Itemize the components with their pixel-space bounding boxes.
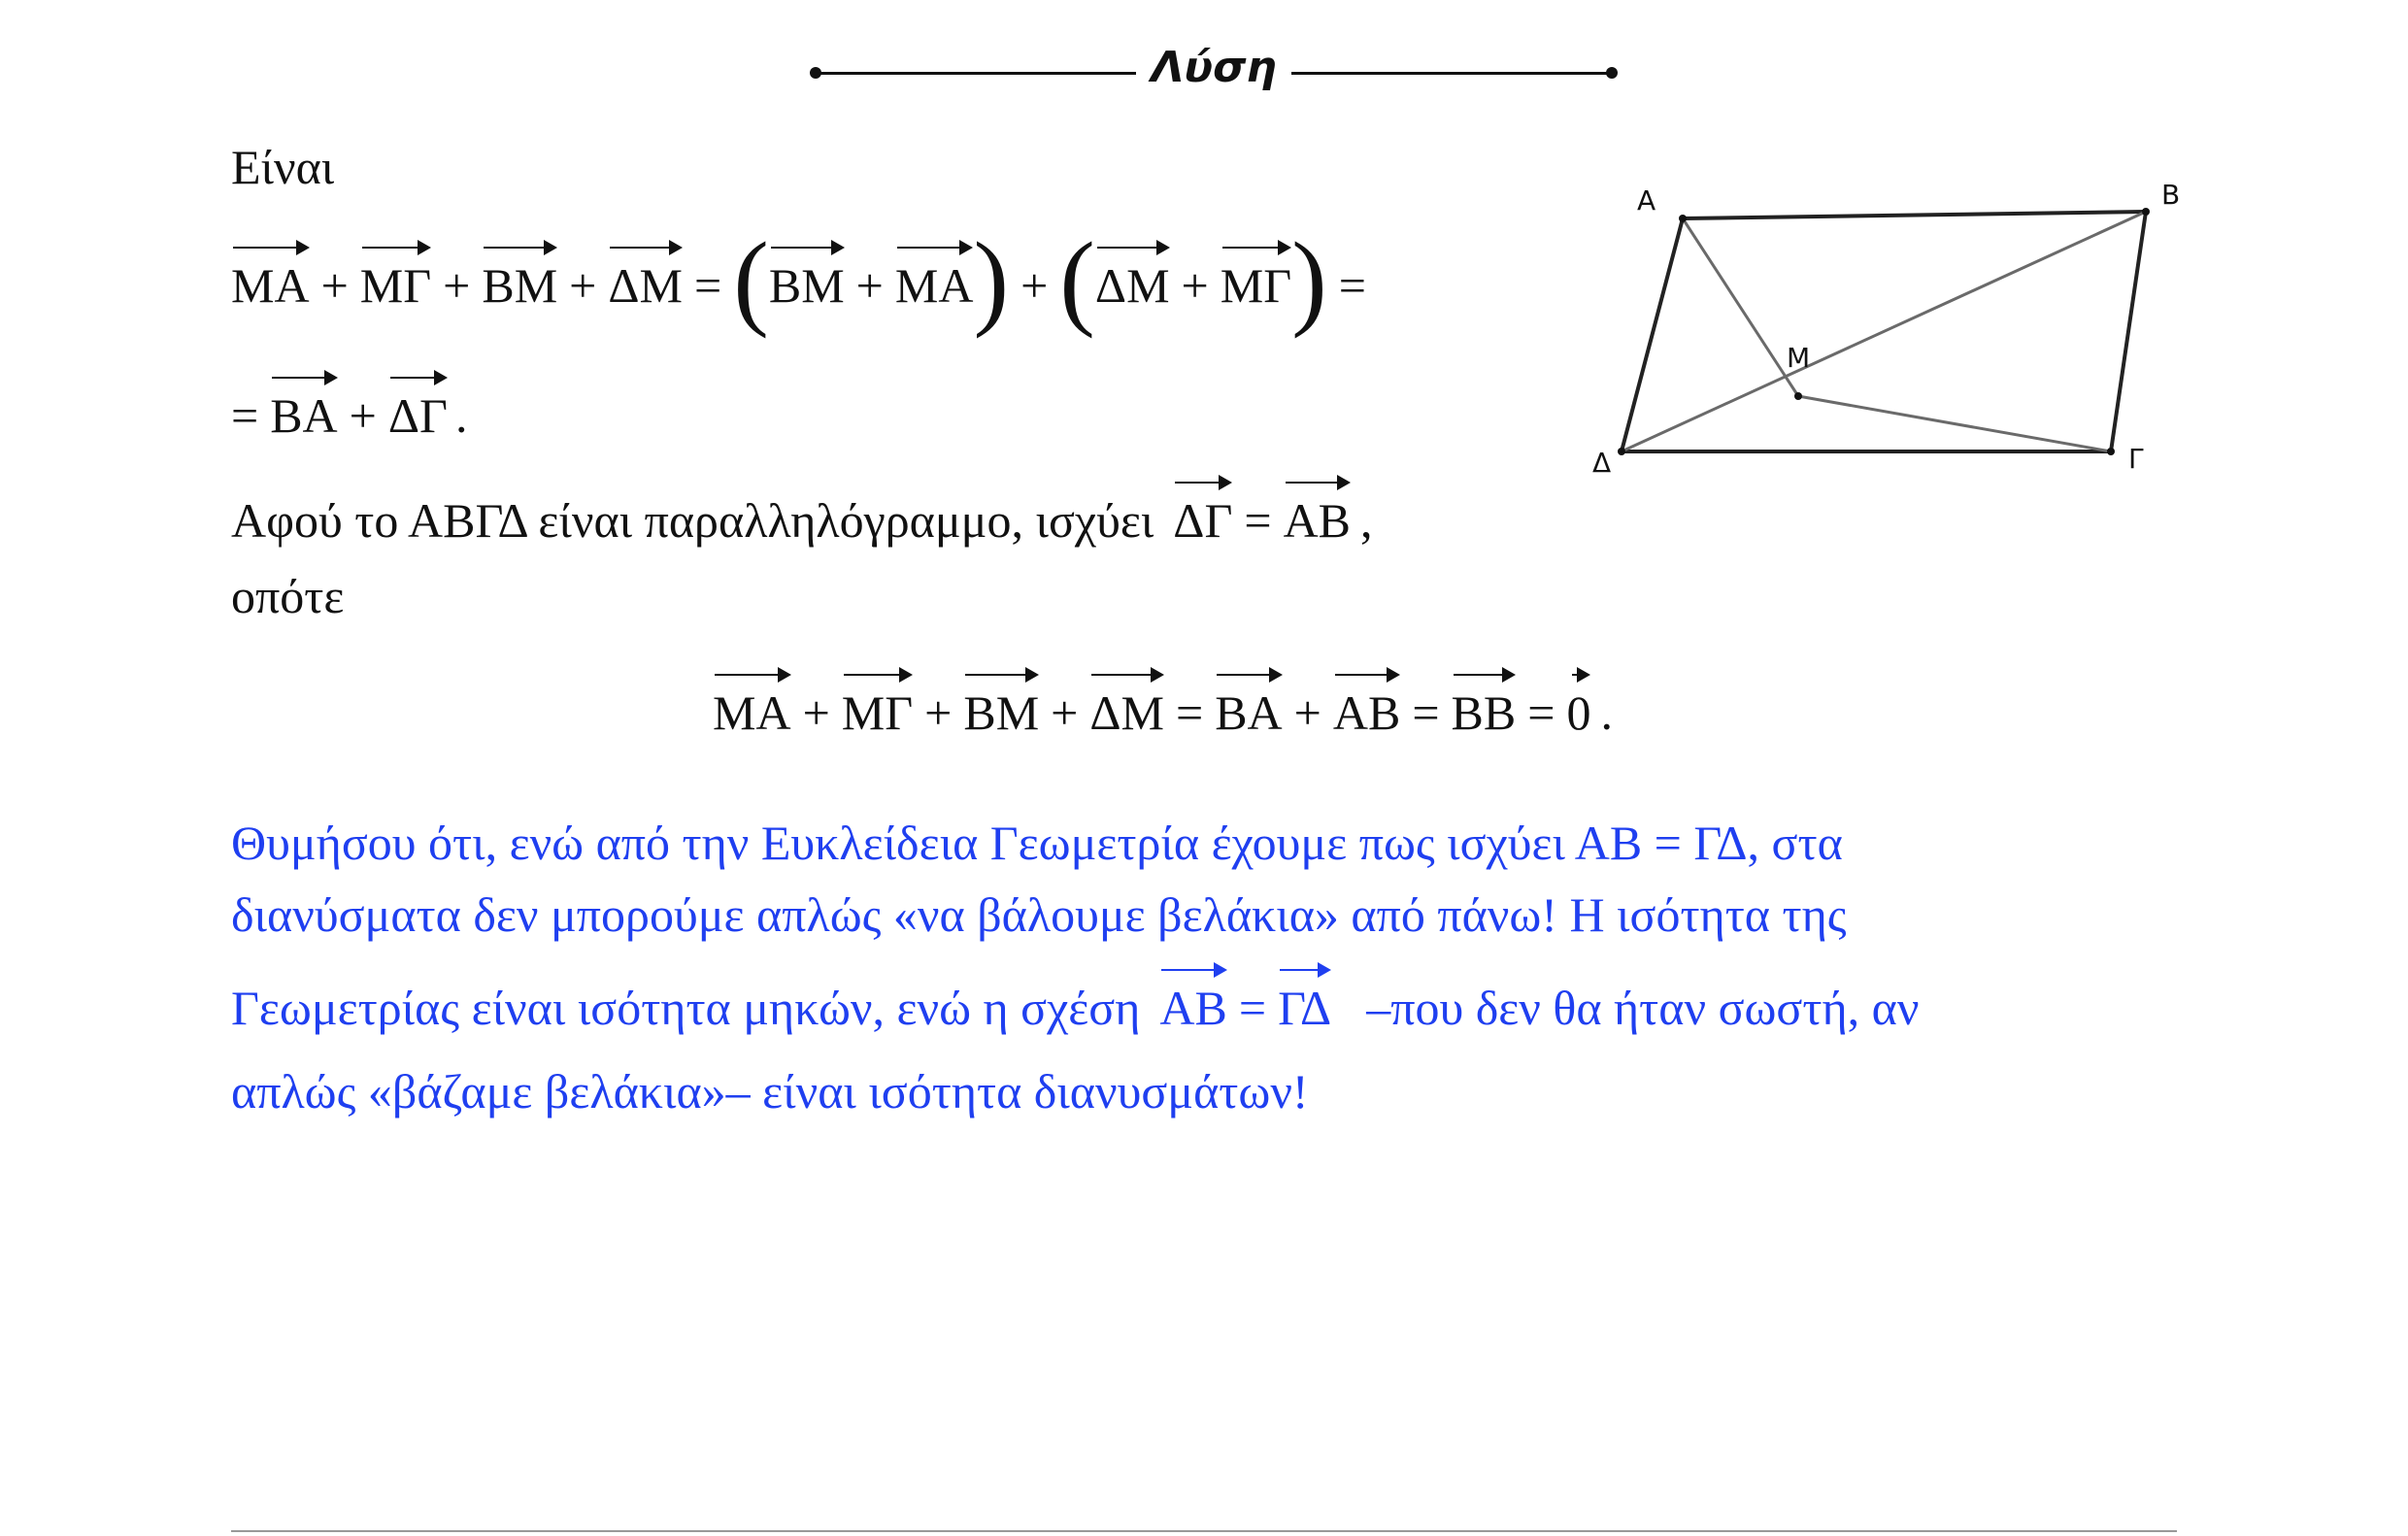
equation-sum-regroup (231, 220, 1378, 339)
plus-sign: + (320, 258, 349, 313)
note-text: Γεωμετρίας είναι ισότητα μηκών, ενώ η σχέση (231, 981, 1141, 1035)
vertex-label-d: Δ (1592, 447, 1612, 479)
equals-sign: = (1176, 685, 1204, 740)
solution-header (0, 39, 2408, 107)
vector-ab: ΑΒ (1159, 975, 1226, 1037)
footer-divider (231, 1530, 2177, 1532)
note-text: –που δεν θα ήταν σωστή, αν (1366, 981, 1920, 1035)
vector-bm: ΒΜ (482, 252, 557, 315)
equals-sign: = (1412, 685, 1440, 740)
header-rule-right (1291, 72, 1612, 75)
note-line-3 (231, 975, 1919, 1037)
parallelogram-statement (231, 487, 1373, 550)
vector-ab: ΑΒ (1333, 680, 1400, 742)
plus-sign: + (349, 388, 377, 443)
equals-sign: = (1527, 685, 1555, 740)
vector-dm: ΔΜ (608, 252, 683, 315)
parallelogram-figure (1592, 175, 2214, 485)
vertex-label-b: Β (2161, 179, 2181, 211)
period: . (1600, 685, 1613, 740)
equation-result (231, 383, 467, 445)
vector-ma: ΜΑ (895, 252, 974, 315)
vertex-label-g: Γ (2128, 443, 2144, 475)
equals-sign: = (1244, 493, 1272, 548)
left-paren: ( (733, 220, 769, 339)
equals-sign: = (1338, 258, 1366, 313)
plus-sign: + (924, 685, 953, 740)
plus-sign: + (1293, 685, 1321, 740)
vector-bm: ΒΜ (963, 680, 1039, 742)
equation-final (713, 680, 1613, 742)
plus-sign: + (802, 685, 830, 740)
plus-sign: + (1181, 258, 1209, 313)
equals-sign: = (231, 388, 259, 443)
plus-sign: + (1020, 258, 1049, 313)
vector-dg: ΔΓ (388, 383, 448, 445)
vector-mg: ΜΓ (360, 252, 431, 315)
vector-ba: ΒΑ (270, 383, 337, 445)
note-line-2: διανύσματα δεν μπορούμε απλώς «να βάλουμε βελάκια» από πάνω! Η ισότητα της (231, 887, 1847, 942)
plus-sign: + (1051, 685, 1079, 740)
note-line-4: απλώς «βάζαμε βελάκια»– είναι ισότητα διανυσμάτων! (231, 1064, 1309, 1119)
equals-sign: = (694, 258, 722, 313)
plus-sign: + (443, 258, 471, 313)
period: . (454, 388, 468, 443)
point-label-m: Μ (1787, 342, 1811, 374)
vector-bm: ΒΜ (769, 252, 845, 315)
therefore-word: οπότε (231, 569, 345, 623)
plus-sign: + (855, 258, 884, 313)
equals-sign: = (1238, 981, 1267, 1035)
solution-title: Λύση (1151, 43, 1277, 92)
comma: , (1360, 493, 1373, 548)
vector-ma: ΜΑ (231, 252, 310, 315)
vector-ma: ΜΑ (713, 680, 791, 742)
vector-mg: ΜΓ (842, 680, 913, 742)
left-paren: ( (1059, 220, 1095, 339)
header-rule-left (816, 72, 1136, 75)
vector-dm: ΔΜ (1089, 680, 1164, 742)
plus-sign: + (569, 258, 597, 313)
vector-bb: ΒΒ (1452, 680, 1517, 742)
vertex-label-a: Α (1637, 184, 1656, 217)
right-paren: ) (1291, 220, 1327, 339)
note-line-1: Θυμήσου ότι, ενώ από την Ευκλείδεια Γεωμετρία έχουμε πως ισχύει ΑΒ = ΓΔ, στα (231, 816, 1843, 870)
statement-text: Αφού το ΑΒΓΔ είναι παραλληλόγραμμο, ισχύει (231, 493, 1154, 548)
vector-dm: ΔΜ (1095, 252, 1170, 315)
vector-gd: ΓΔ (1278, 975, 1331, 1037)
segments-to-m (1622, 212, 2146, 451)
vector-ab: ΑΒ (1284, 487, 1351, 550)
vector-mg: ΜΓ (1221, 252, 1291, 315)
vector-ba: ΒΑ (1215, 680, 1282, 742)
header-dot-right (1606, 67, 1618, 79)
vector-dg: ΔΓ (1173, 487, 1232, 550)
zero-vector: 0 (1566, 680, 1590, 742)
right-paren: ) (973, 220, 1010, 339)
intro-word: Είναι (231, 140, 335, 194)
